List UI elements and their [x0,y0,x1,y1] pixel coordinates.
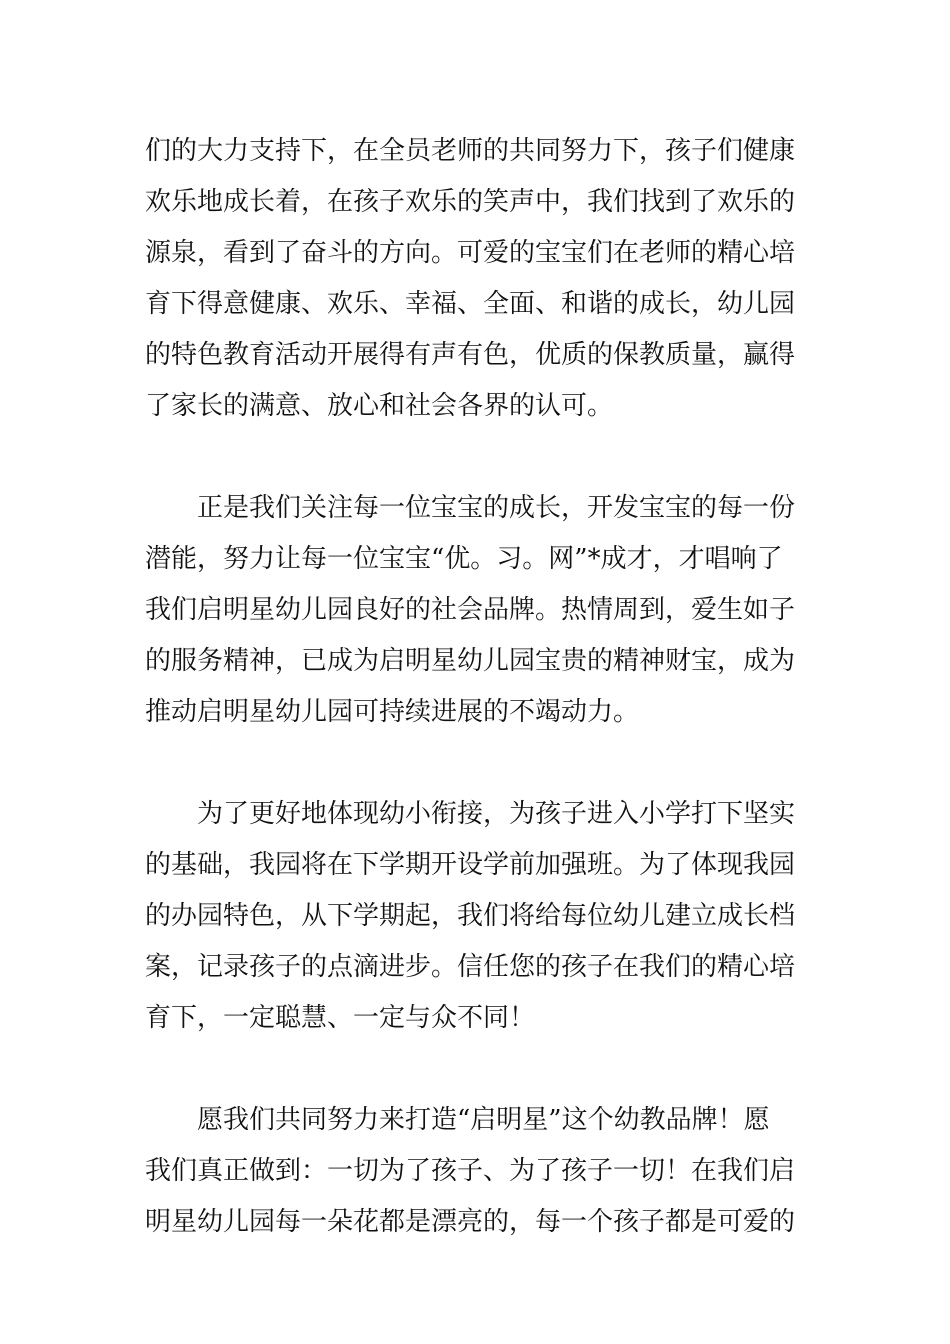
text-line: 愿我们共同努力来打造“启明星”这个幼教品牌！愿 [197,1105,770,1135]
paragraph-3 [145,789,810,1044]
text-line: 的基础，我园将在下学期开设学前加强班。为了体现我园 [145,850,796,880]
text-line: 推动启明星幼儿园可持续进展的不竭动力。 [145,697,640,727]
paragraph-4 [145,1095,810,1248]
text-line: 源泉，看到了奋斗的方向。可爱的宝宝们在老师的精心培 [145,238,796,268]
text-line: 潜能，努力让每一位宝宝“优。习。网”*成才，才唱响了 [145,544,783,574]
text-line: 的服务精神，已成为启明星幼儿园宝贵的精神财宝，成为 [145,646,796,676]
text-line: 的特色教育活动开展得有声有色，优质的保教质量，赢得 [145,340,796,370]
text-line: 我们真正做到：一切为了孩子、为了孩子一切！在我们启 [145,1156,796,1186]
paragraph-spacer [145,1044,810,1095]
text-line: 们的大力支持下，在全员老师的共同努力下，孩子们健康 [145,136,796,166]
paragraph-spacer [145,432,810,483]
paragraph-spacer [145,738,810,789]
text-line: 案，记录孩子的点滴进步。信任您的孩子在我们的精心培 [145,952,796,982]
text-line: 育下得意健康、欢乐、幸福、全面、和谐的成长，幼儿园 [145,289,796,319]
text-line: 了家长的满意、放心和社会各界的认可。 [145,391,614,421]
text-line: 欢乐地成长着，在孩子欢乐的笑声中，我们找到了欢乐的 [145,187,796,217]
text-line: 明星幼儿园每一朵花都是漂亮的，每一个孩子都是可爱的 [145,1207,796,1237]
paragraph-1 [145,126,810,432]
text-line: 正是我们关注每一位宝宝的成长，开发宝宝的每一份 [197,493,796,523]
text-line: 育下，一定聪慧、一定与众不同！ [145,1003,536,1033]
text-line: 我们启明星幼儿园良好的社会品牌。热情周到，爱生如子 [145,595,796,625]
text-line: 为了更好地体现幼小衔接，为孩子进入小学打下坚实 [197,799,796,829]
document-body [145,126,810,1248]
text-line: 的办园特色，从下学期起，我们将给每位幼儿建立成长档 [145,901,796,931]
paragraph-2 [145,483,810,738]
